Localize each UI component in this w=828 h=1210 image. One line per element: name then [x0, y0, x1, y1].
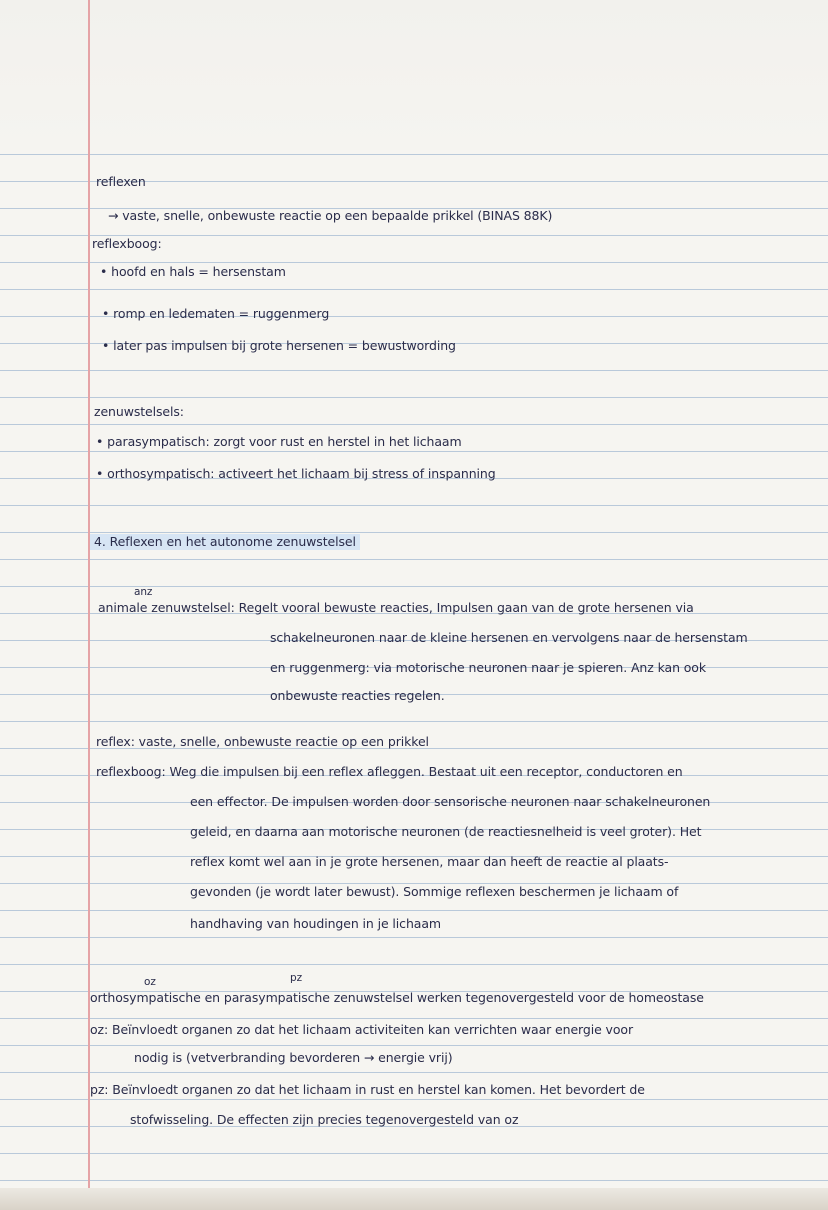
note-bullet-orthosympatisch: • orthosympatisch: activeert het lichaam bij stress of inspanning [96, 466, 496, 481]
note-bullet-hoofd: • hoofd en hals = hersenstam [100, 264, 286, 279]
note-line-definition: → vaste, snelle, onbewuste reactie op een bepaalde prikkel (BINAS 88K) [108, 208, 553, 223]
note-line-reflexen: reflexen [96, 174, 146, 189]
note-line-animale: animale zenuwstelsel: Regelt vooral bewuste reacties, Impulsen gaan van de grote hersenen via [98, 600, 694, 615]
note-bullet-later: • later pas impulsen bij grote hersenen = bewustwording [102, 338, 456, 353]
note-line-reflexboog: reflexboog: [92, 236, 162, 251]
note-line-reflexboog-2: een effector. De impulsen worden door sensorische neuronen naar schakelneuronen [190, 794, 711, 809]
note-line-homeostase: orthosympatische en parasympatische zenuwstelsel werken tegenovergesteld voor de homeostase [90, 990, 704, 1005]
note-line-reflexboog-3: geleid, en daarna aan motorische neuronen (de reactiesnelheid is veel groter). Het [190, 824, 702, 839]
note-line-oz: oz: Beïnvloedt organen zo dat het lichaam activiteiten kan verrichten waar energie voor [90, 1022, 633, 1037]
annotation-pz: pz [290, 972, 302, 984]
note-line-reflexboog-5: gevonden (je wordt later bewust). Sommige reflexen beschermen je lichaam of [190, 884, 679, 899]
note-bullet-parasympatisch: • parasympatisch: zorgt voor rust en herstel in het lichaam [96, 434, 462, 449]
annotation-oz: oz [144, 976, 156, 988]
note-line-reflexboog-6: handhaving van houdingen in je lichaam [190, 916, 441, 931]
note-line-animale-4: onbewuste reacties regelen. [270, 688, 445, 703]
note-line-animale-3: en ruggenmerg: via motorische neuronen naar je spieren. Anz kan ook [270, 660, 706, 675]
note-line-reflexboog-4: reflex komt wel aan in je grote hersenen, maar dan heeft de reactie al plaats- [190, 854, 669, 869]
note-line-reflexboog-def: reflexboog: Weg die impulsen bij een reflex afleggen. Bestaat uit een receptor, conductoren en [96, 764, 683, 779]
note-line-pz-2: stofwisseling. De effecten zijn precies tegenovergesteld van oz [130, 1112, 519, 1127]
page-bottom-edge [0, 1188, 828, 1210]
note-line-oz-2: nodig is (vetverbranding bevorderen → energie vrij) [134, 1050, 453, 1065]
note-line-pz: pz: Beïnvloedt organen zo dat het lichaam in rust en herstel kan komen. Het bevordert de [90, 1082, 645, 1097]
note-line-zenuwstelsels: zenuwstelsels: [94, 404, 184, 419]
note-bullet-romp: • romp en ledematen = ruggenmerg [102, 306, 330, 321]
annotation-anz: anz [134, 586, 153, 598]
note-line-animale-2: schakelneuronen naar de kleine hersenen en vervolgens naar de hersenstam [270, 630, 748, 645]
section-heading: 4. Reflexen en het autonome zenuwstelsel [90, 534, 360, 550]
page-top-area [0, 0, 828, 150]
note-line-reflex: reflex: vaste, snelle, onbewuste reactie op een prikkel [96, 734, 429, 749]
